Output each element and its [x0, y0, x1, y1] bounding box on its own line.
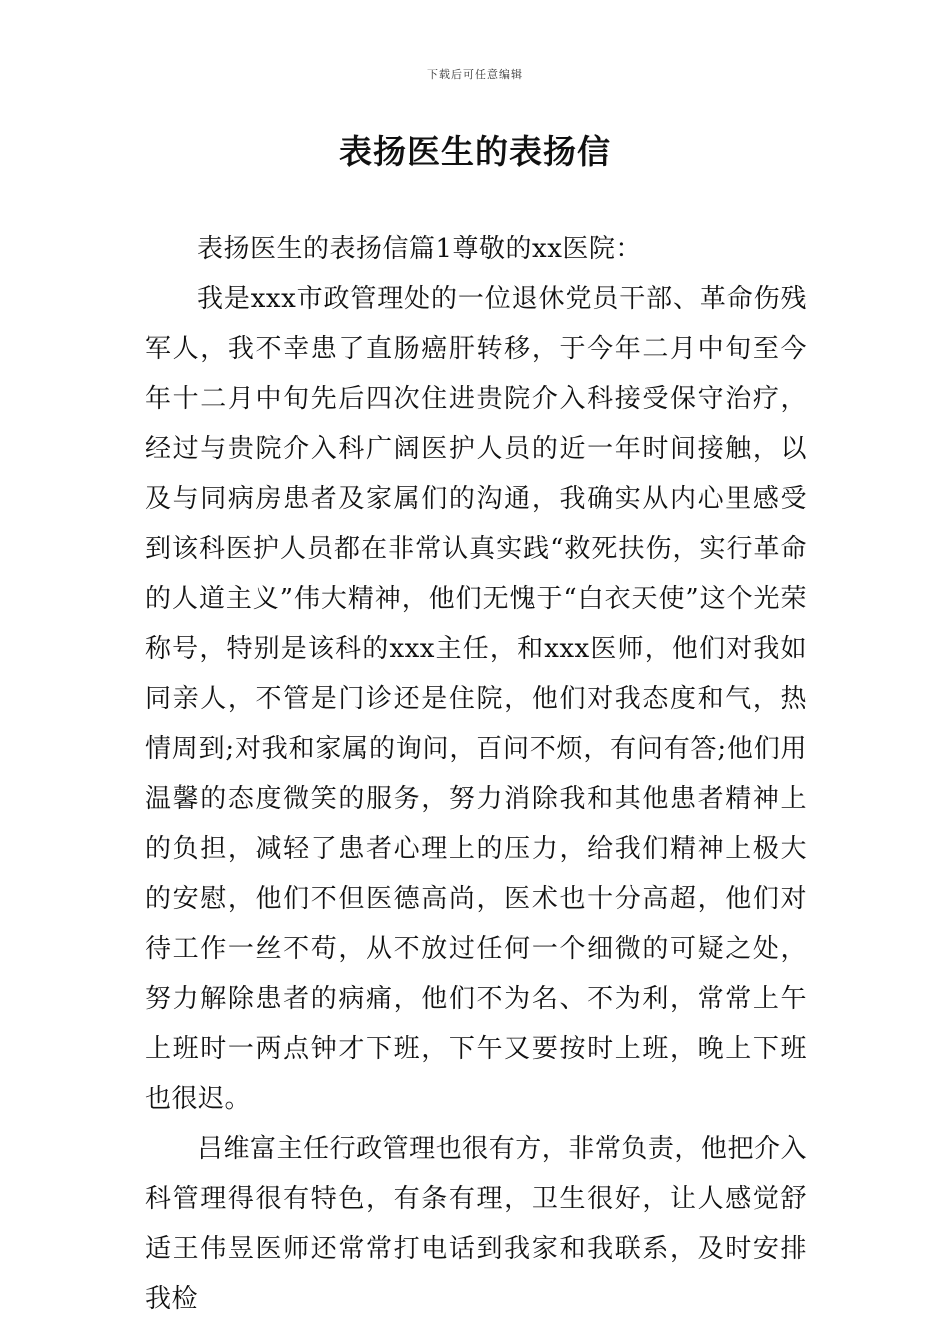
- document-title: 表扬医生的表扬信: [339, 132, 611, 171]
- body-paragraph-1: 我是xxx市政管理处的一位退休党员干部、革命伤残军人，我不幸患了直肠癌肝转移，于今年二月中旬至今年十二月中旬先后四次住进贵院介入科接受保守治疗，经过与贵院介入科广阔医护人员的近一年时间接触，以及与同病房患者及家属们的沟通，我确实从内心里感受到该科医护人员都在非常认真实践“救死扶伤，实行革命的人道主义”伟大精神，他们无愧于“白衣天使”这个光荣称号，特别是该科的xxx主任，和xxx医师，他们对我如同亲人，不管是门诊还是住院，他们对我态度和气，热情周到;对我和家属的询问，百问不烦，有问有答;他们用温馨的态度微笑的服务，努力消除我和其他患者精神上的负担，减轻了患者心理上的压力，给我们精神上极大的安慰，他们不但医德高尚，医术也十分高超，他们对待工作一丝不苟，从不放过任何一个细微的可疑之处，努力解除患者的病痛，他们不为名、不为利，常常上午上班时一两点钟才下班，下午又要按时上班，晚上下班也很迟。: [145, 284, 807, 1114]
- document-body: [145, 224, 807, 1324]
- salutation-paragraph: 表扬医生的表扬信篇1尊敬的xx医院：: [197, 234, 642, 264]
- page-header-note: 下载后可任意编辑: [427, 68, 523, 81]
- body-paragraph-2: 吕维富主任行政管理也很有方，非常负责，他把介入科管理得很有特色，有条有理，卫生很好，让人感觉舒适王伟昱医师还常常打电话到我家和我联系，及时安排我检: [145, 1134, 807, 1314]
